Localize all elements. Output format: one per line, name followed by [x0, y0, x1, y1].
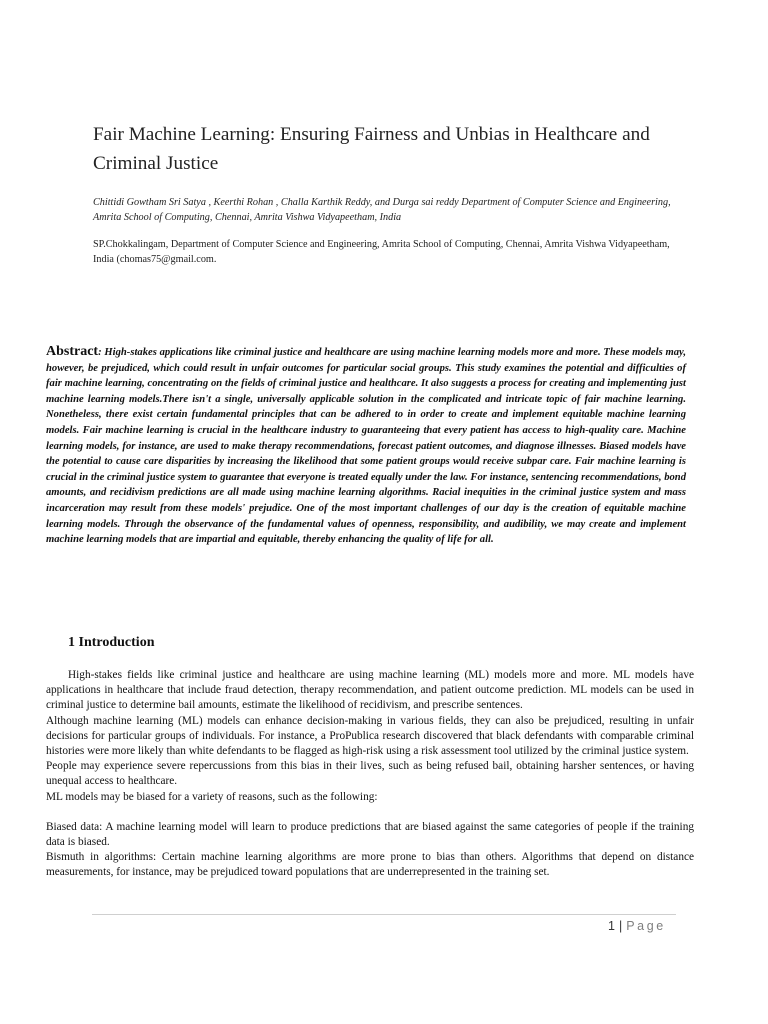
intro-paragraph: Although machine learning (ML) models can enhance decision-making in various fields, they can also be prejudiced, resulting in unfair decisions for particular groups of individuals. For instance, a ProPublica research discovered that black defendants with comparable criminal histories were more likely than white defendants to be flagged as high-risk using a risk assessment tool utilized by the criminal justice system. [46, 714, 694, 758]
footer-separator: | [618, 919, 623, 933]
intro-paragraph: High-stakes fields like criminal justice and healthcare are using machine learning (ML) models more and more. ML models have applications in healthcare that include fraud detection, therapy recommendation, and patient outcome prediction. ML models can be used in criminal justice to determine bail amounts, estimate the likelihood of recidivism, and prescribe sentences. [46, 669, 694, 712]
introduction-body [46, 668, 694, 881]
page-label: Page [626, 919, 666, 933]
page-footer [608, 919, 666, 933]
author-list: Chittidi Gowtham Sri Satya , Keerthi Rohan , Challa Karthik Reddy, and Durga sai reddy Department of Computer Science and Engineering, Amrita School of Computing, Chennai, Amrita Vishwa Vidyapeetham, India [93, 197, 671, 223]
intro-paragraph: People may experience severe repercussions from this bias in their lives, such as being refused bail, obtaining harsher sentences, or having unequal access to healthcare. [46, 760, 694, 788]
intro-paragraph: ML models may be biased for a variety of reasons, such as the following: [46, 790, 378, 803]
corresponding-affiliation: SP.Chokkalingam, Department of Computer Science and Engineering, Amrita School of Computing, Chennai, Amrita Vishwa Vidyapeetham, India (chomas75@gmail.com. [93, 239, 670, 265]
section-heading-introduction: 1 Introduction [68, 635, 155, 650]
paper-title: Fair Machine Learning: Ensuring Fairness and Unbias in Healthcare and Criminal Justice [93, 124, 650, 174]
intro-paragraph: Bismuth in algorithms: Certain machine learning algorithms are more prone to bias than others. Algorithms that depend on distance measurements, for instance, may be prejudiced toward populations that are underrepresented in the training set. [46, 851, 694, 879]
abstract-text: : High-stakes applications like criminal justice and healthcare are using machine learning models more and more. These models may, however, be prejudiced, which could result in unfair outcomes for particular social groups. This study examines the potential and difficulties of fair machine learning, concentrating on the fields of criminal justice and healthcare. It also suggests a process for creating and implementing just machine learning models.There isn't a single, universally applicable solution in the complicated and intricate topic of fair machine learning. Nonetheless, there exist certain fundamental principles that can be adhered to in order to create and implement equitable machine learning models. Fair machine learning is crucial in the healthcare industry to guaranteeing that every patient has access to high-quality care. Machine learning models, for instance, are used to make therapy recommendations, forecast patient outcomes, and diagnose illnesses. Biased models have the potential to cause care disparities by increasing the likelihood that some patient groups would receive subpar care. Fair machine learning is crucial in the criminal justice system to guarantee that everyone is treated equally under the law. For instance, sentencing recommendations, bond amounts, and recidivism predictions are all made using machine learning algorithms. Racial inequities in the criminal justice system and mass incarceration may result from these models' prejudice. One of the most important challenges of our day is the creation of equitable machine learning models. Through the observance of the fundamental values of openness, responsibility, and audibility, we may create and implement machine learning models that are impartial and equitable, thereby enhancing the quality of life for all. [46, 347, 686, 546]
footer-divider [92, 914, 676, 915]
abstract-label: Abstract [46, 344, 99, 359]
abstract [46, 344, 686, 548]
intro-paragraph: Biased data: A machine learning model will learn to produce predictions that are biased against the same categories of people if the training data is biased. [46, 820, 694, 849]
page-number: 1 [608, 919, 615, 933]
